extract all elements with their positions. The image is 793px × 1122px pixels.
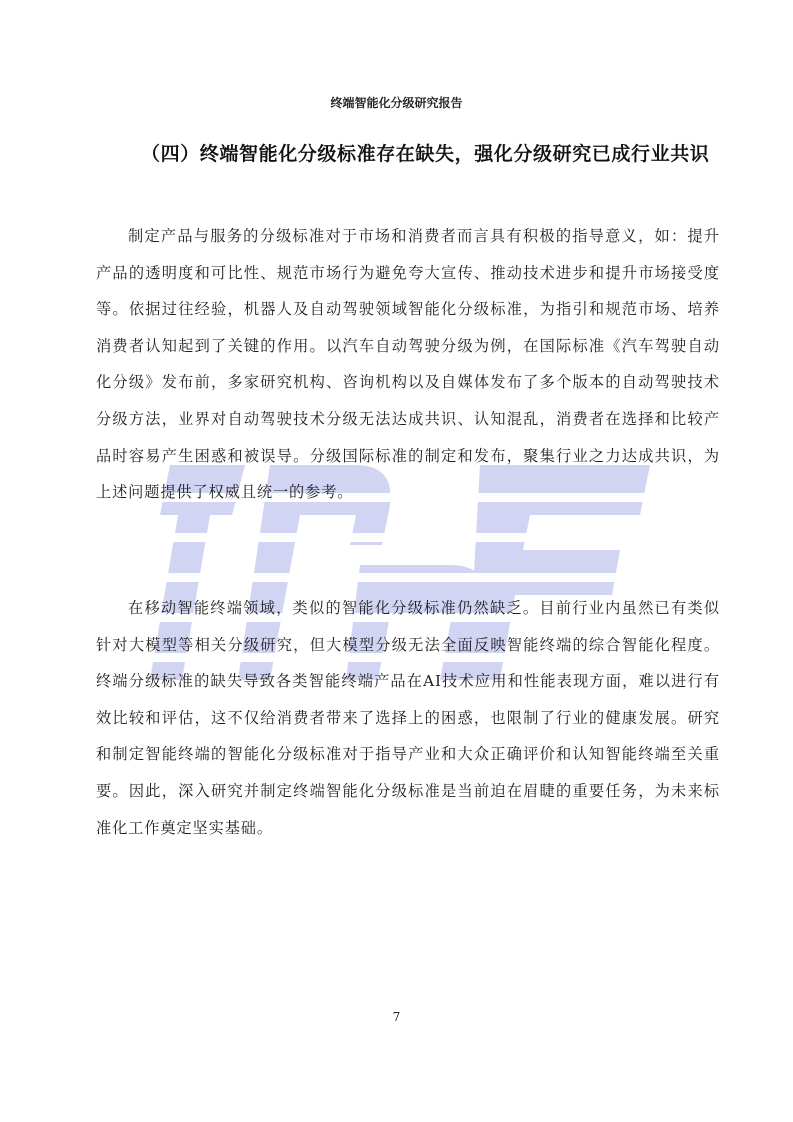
section-heading: （四）终端智能化分级标准存在缺失，强化分级研究已成行业共识	[141, 143, 710, 165]
watermark-stripe	[150, 533, 650, 542]
page-number: 7	[392, 1010, 401, 1024]
running-header: 终端智能化分级研究报告	[330, 96, 463, 110]
body-paragraph: 在移动智能终端领域，类似的智能化分级标准仍然缺乏。目前行业内虽然已有类似针对大模型等相关分级研究，但大模型分级无法全面反映智能终端的综合智能化程度。终端分级标准的缺失导致各类智能终端产品在AI技术应用和性能表现方面，难以进行有效比较和评估，这不仅给消费者带来了选择上的困惑，也限制了行业的健康发展。研究和制定智能终端的智能化分级标准对于指导产业和大众正确评价和认知智能终端至关重要。因此，深入研究并制定终端智能化分级标准是当前迫在眉睫的重要任务，为未来标准化工作奠定坚实基础。	[96, 599, 720, 837]
watermark-stripe	[150, 573, 650, 582]
body-paragraph: 制定产品与服务的分级标准对于市场和消费者而言具有积极的指导意义，如：提升产品的透明度和可比性、规范市场行为避免夸大宣传、推动技术进步和提升市场接受度等。依据过往经验，机器人及自动驾驶领域智能化分级标准，为指引和规范市场、培养消费者认知起到了关键的作用。以汽车自动驾驶分级为例，在国际标准《汽车驾驶自动化分级》发布前，多家研究机构、咨询机构以及自媒体发布了多个版本的自动驾驶技术分级方法，业界对自动驾驶技术分级无法达成共识、认知混乱，消费者在选择和比较产品时容易产生困惑和被误导。分级国际标准的制定和发布，聚集行业之力达成共识，为上述问题提供了权威且统一的参考。	[96, 227, 720, 502]
